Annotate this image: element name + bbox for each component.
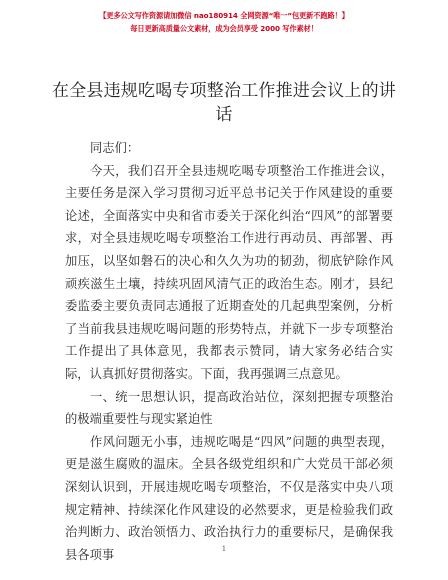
page-number: 1 — [221, 545, 227, 553]
salutation: 同志们： — [90, 141, 140, 155]
section-heading-1: 一、统一思想认识，提高政治站位，深刻把握专项整治的极端重要性与现实紧迫性 — [65, 389, 393, 427]
promo-banner-line-2: 每日更新高质量公文素材，成为会员享受 2000 写作素材！ — [130, 24, 318, 33]
paragraph-intro: 今天，我们召开全县违规吃喝专项整治工作推进会议，主要任务是深入学习贯彻习近平总书记关于作风建设的重要论述，全面落实中央和省市委关于深化纠治“四风”的部署要求，对全县违规吃喝专项整治工作进行再动员、再部署、再加压，以坚如磐石的决心和久久为功的韧劲，彻底铲除作风顽疾滋生土壤，持续巩固风清气正的政治生态。刚才，县纪委监委主要负责同志通报了近期查处的几起典型案例，分析了当前我县违规吃喝问题的形势特点，并就下一步专项整治工作提出了具体意见，我都表示赞同，请大家务必结合实际，认真抓好贯彻落实。下面，我再强调三点意见。 — [65, 163, 393, 381]
promo-banner-line-1: 【更多公文写作资源请加微信 nao180914 全网资源“唯一”包更新不跑路！】 — [99, 11, 349, 20]
document-body — [65, 137, 393, 566]
paragraph-section-1: 作风问题无小事，违规吃喝是“四风”问题的典型表现，更是滋生腐败的温床。全县各级党组织和广大党员干部必须深刻认识到，开展违规吃喝专项整治，不仅是落实中央八项规定精神、持续深化作风建设的必然要求，更是检验我们政治判断力、政治领悟力、政治执行力的重要标尺，是确保我县各项事 — [65, 434, 393, 562]
document-title: 在全县违规吃喝专项整治工作推进会议上的讲话 — [52, 81, 396, 125]
